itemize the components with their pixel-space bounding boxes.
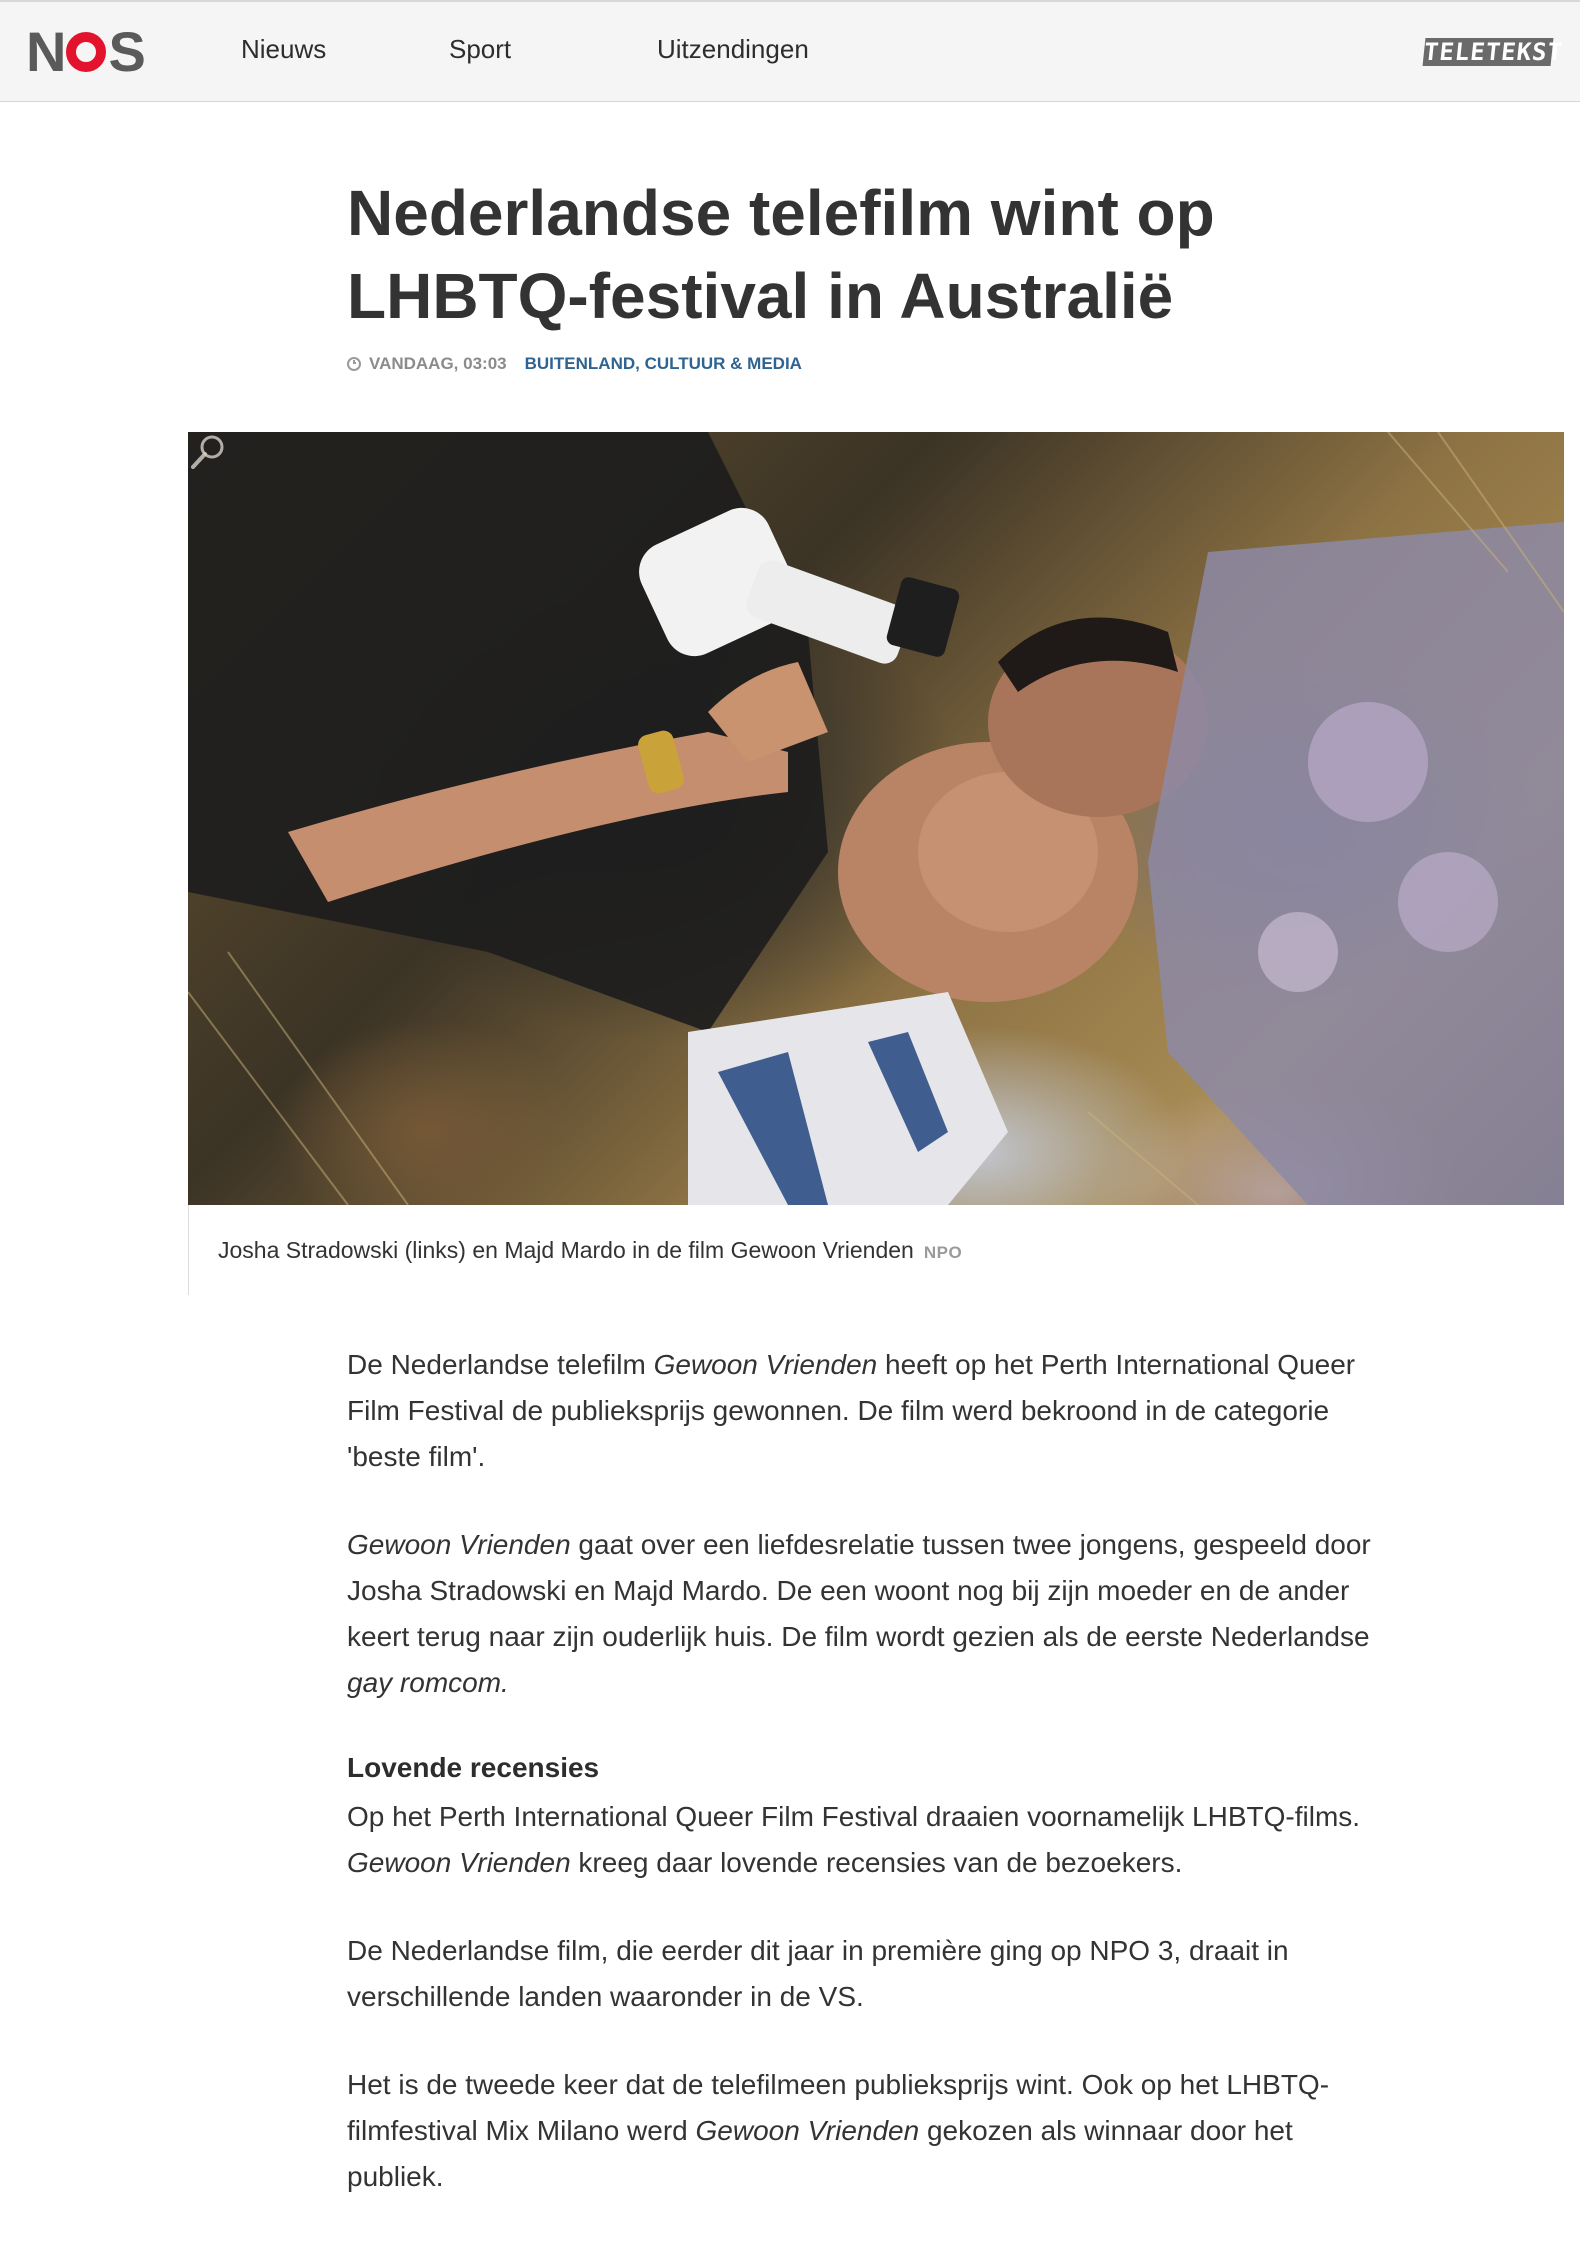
article-categories[interactable]: BUITENLAND, CULTUUR & MEDIA — [524, 354, 802, 373]
magnifier-icon[interactable] — [188, 432, 228, 472]
caption-text: Josha Stradowski (links) en Majd Mardo in de film Gewoon Vrienden — [218, 1237, 914, 1263]
nav-nieuws[interactable]: Nieuws — [241, 34, 327, 64]
paragraph-1 — [347, 1342, 1387, 1480]
caption-credit: NPO — [923, 1243, 963, 1262]
photo-illustration — [188, 432, 1564, 1205]
nos-logo[interactable] — [26, 20, 144, 83]
p5-text-b: gekozen als winnaar door het publiek. — [347, 2115, 1293, 2192]
article-image[interactable] — [188, 432, 1564, 1205]
paragraph-2 — [347, 1522, 1387, 1706]
p3-text-b: kreeg daar lovende recensies van de bezoekers. — [570, 1847, 1183, 1878]
p2-genre: gay romcom. — [347, 1667, 509, 1698]
p1-text-a: De Nederlandse telefilm — [347, 1349, 654, 1380]
article-body — [347, 1342, 1387, 2242]
article-title: Nederlandse telefilm wint op LHBTQ-festival in Australië — [347, 177, 1215, 332]
site-header — [0, 0, 1580, 102]
p3-text-a: Op het Perth International Queer Film Festival draaien voornamelijk LHBTQ-films. — [347, 1801, 1361, 1832]
subheading: Lovende recensies — [347, 1752, 600, 1783]
p2-text-a: gaat over een liefdesrelatie tussen twee jongens, gespeeld door Josha Stradowski en Majd Mardo. De een woont nog bij zijn moeder en de ander keert terug naar zijn ouderlijk huis. De film wordt gezien als de eerste Nederlandse — [347, 1529, 1371, 1652]
logo-o-circle — [66, 32, 106, 72]
teletekst-link[interactable]: TELETEKST — [1422, 38, 1565, 66]
nav-sport[interactable]: Sport — [449, 34, 512, 64]
paragraph-5 — [347, 2062, 1387, 2200]
image-caption-box — [188, 1205, 1564, 1295]
p2-film-title: Gewoon Vrienden — [347, 1529, 571, 1560]
image-caption — [218, 1237, 962, 1264]
nav-uitzendingen[interactable]: Uitzendingen — [657, 34, 809, 64]
logo-letter-s: S — [108, 20, 144, 83]
clock-icon — [347, 357, 361, 371]
article-meta — [347, 352, 802, 376]
p3-film-title: Gewoon Vrienden — [347, 1847, 571, 1878]
p5-film-title: Gewoon Vrienden — [695, 2115, 920, 2146]
article-time: VANDAAG, 03:03 — [369, 354, 507, 373]
paragraph-3 — [347, 1794, 1387, 1886]
p5-text-a: Het is de tweede keer dat de telefilmeen publieksprijs wint. Ook op het LHBTQ-filmfestival Mix Milano werd — [347, 2069, 1330, 2146]
paragraph-4: De Nederlandse film, die eerder dit jaar in première ging op NPO 3, draait in verschillende landen waaronder in de VS. — [347, 1935, 1289, 2012]
logo-letter-n: N — [26, 20, 65, 83]
p1-film-title: Gewoon Vrienden — [653, 1349, 878, 1380]
p1-text-b: heeft op het Perth International Queer Film Festival de publieksprijs gewonnen. De film werd bekroond in de categorie 'beste film'. — [347, 1349, 1356, 1472]
